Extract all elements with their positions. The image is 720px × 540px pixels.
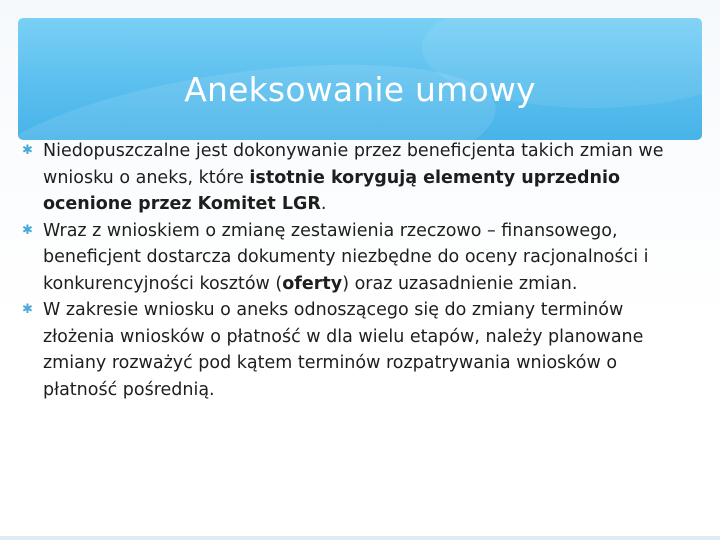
slide-title: Aneksowanie umowy [184,70,536,109]
asterisk-icon: ✱ [22,222,33,238]
bullet-2-tail: ) oraz uzasadnienie zmian. [342,273,578,294]
bullet-2-text: Wraz z wnioskiem o zmianę zestawienia rzeczowo – finansowego, beneficjent dostarcza dokumenty niezbędne do oceny racjonalności i konkurencyjności kosztów ( [43,220,649,294]
slide-content [22,138,682,403]
title-banner [18,18,702,140]
bullet-1-bold: istotnie korygują elementy uprzednio ocenione przez Komitet LGR [43,167,620,214]
bullet-3-text: W zakresie wniosku o aneks odnoszącego się do zmiany terminów złożenia wniosków o płatność w dla wielu etapów, należy planowane zmiany rozważyć pod kątem terminów rozpatrywania wniosków o płatność pośrednią. [43,300,644,400]
bullet-1-tail: . [320,194,327,214]
bullet-2-bold: oferty [282,273,343,294]
bullet-1-text: Niedopuszczalne jest dokonywanie przez beneficjenta takich zmian we wniosku o aneks, które [43,141,664,188]
asterisk-icon: ✱ [22,302,33,317]
bullet-item-1 [22,138,682,218]
bullet-item-3 [22,297,682,403]
bottom-divider [0,536,720,540]
asterisk-icon: ✱ [22,143,33,158]
bullet-list [22,138,682,403]
bullet-item-2 [22,218,682,298]
